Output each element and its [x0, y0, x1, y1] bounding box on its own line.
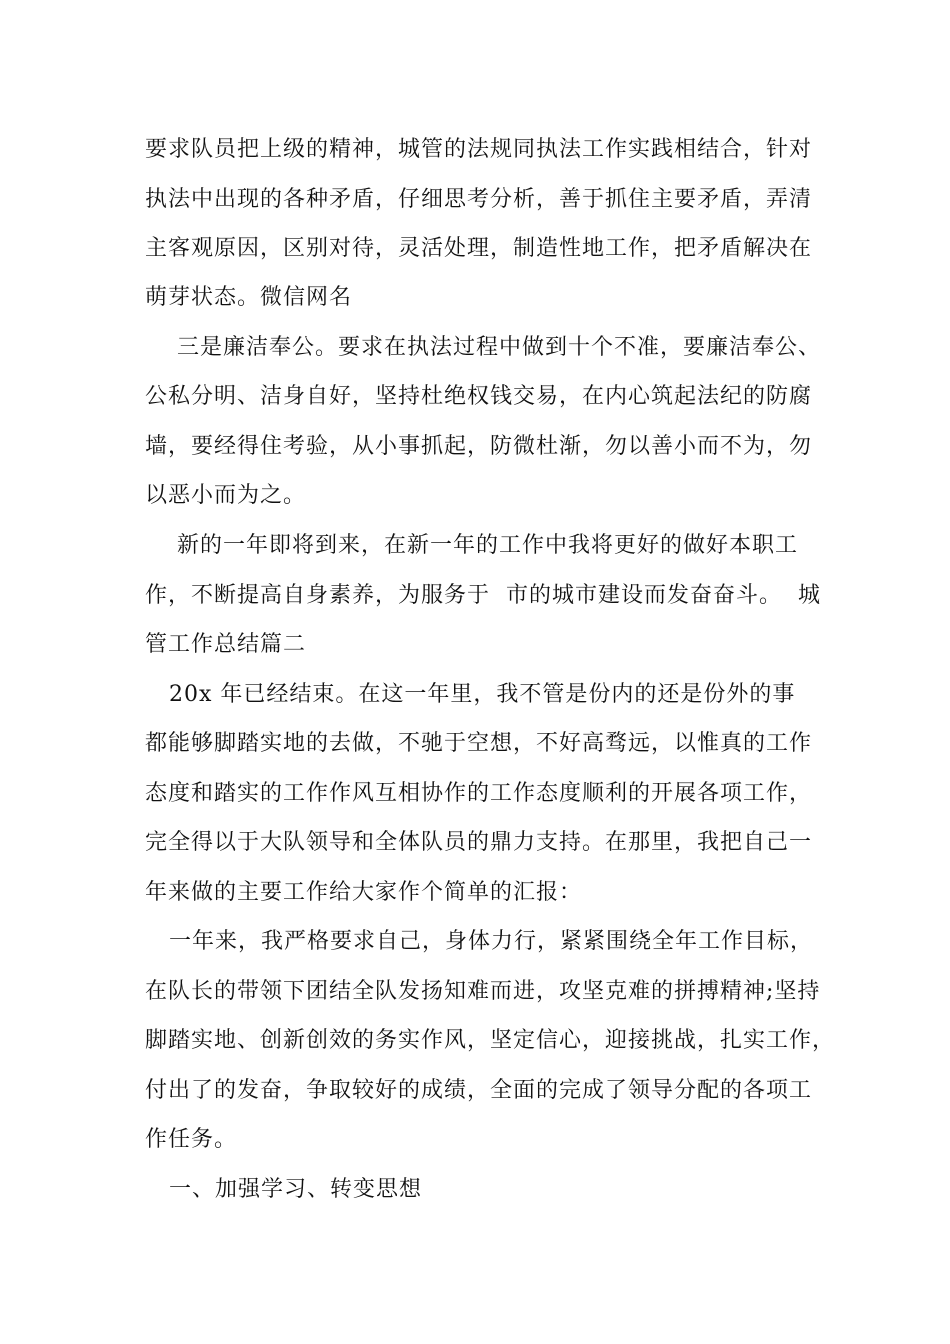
text-line: 管工作总结篇二 [145, 632, 307, 657]
text-line: 年来做的主要工作给大家作个简单的汇报： [145, 880, 583, 905]
text-line: 都能够脚踏实地的去做，不驰于空想，不好高骛远，以惟真的工作 [145, 731, 813, 756]
text-line: 态度和踏实的工作作风互相协作的工作态度顺利的开展各项工作， [145, 781, 813, 806]
text-line: 一、加强学习、转变思想 [145, 1177, 422, 1202]
text-line: 一年来，我严格要求自己，身体力行，紧紧围绕全年工作目标， [145, 929, 813, 954]
text-line: 公私分明、洁身自好，坚持杜绝权钱交易，在内心筑起法纪的防腐 [145, 384, 813, 409]
text-line: 主客观原因，区别对待，灵活处理，制造性地工作，把矛盾解决在 [145, 236, 813, 261]
text-line: 执法中出现的各种矛盾，仔细思考分析，善于抓住主要矛盾，弄清 [145, 187, 813, 212]
text-line: 完全得以于大队领导和全体队员的鼎力支持。在那里，我把自己一 [145, 830, 813, 855]
text-line: 萌芽状态。微信网名 [145, 285, 353, 310]
text-line: 付出了的发奋，争取较好的成绩，全面的完成了领导分配的各项工 [145, 1078, 813, 1103]
text-line: 新的一年即将到来，在新一年的工作中我将更好的做好本职工 [145, 533, 798, 558]
text-line: 20x 年已经结束。在这一年里，我不管是份内的还是份外的事 [145, 682, 796, 707]
text-line: 要求队员把上级的精神，城管的法规同执法工作实践相结合，针对 [145, 137, 813, 162]
text-line: 脚踏实地、创新创效的务实作风，坚定信心，迎接挑战，扎实工作， [145, 1028, 836, 1053]
text-line: 墙，要经得住考验，从小事抓起，防微杜渐，勿以善小而不为，勿 [145, 434, 813, 459]
text-line: 作，不断提高自身素养，为服务于 市的城市建设而发奋奋斗。 城 [145, 583, 821, 608]
text-line: 在队长的带领下团结全队发扬知难而进，攻坚克难的拼搏精神;坚持 [145, 979, 821, 1004]
text-line: 三是廉洁奉公。要求在执法过程中做到十个不准，要廉洁奉公、 [145, 335, 821, 360]
text-line: 以恶小而为之。 [145, 483, 307, 508]
text-line: 作任务。 [145, 1127, 238, 1152]
